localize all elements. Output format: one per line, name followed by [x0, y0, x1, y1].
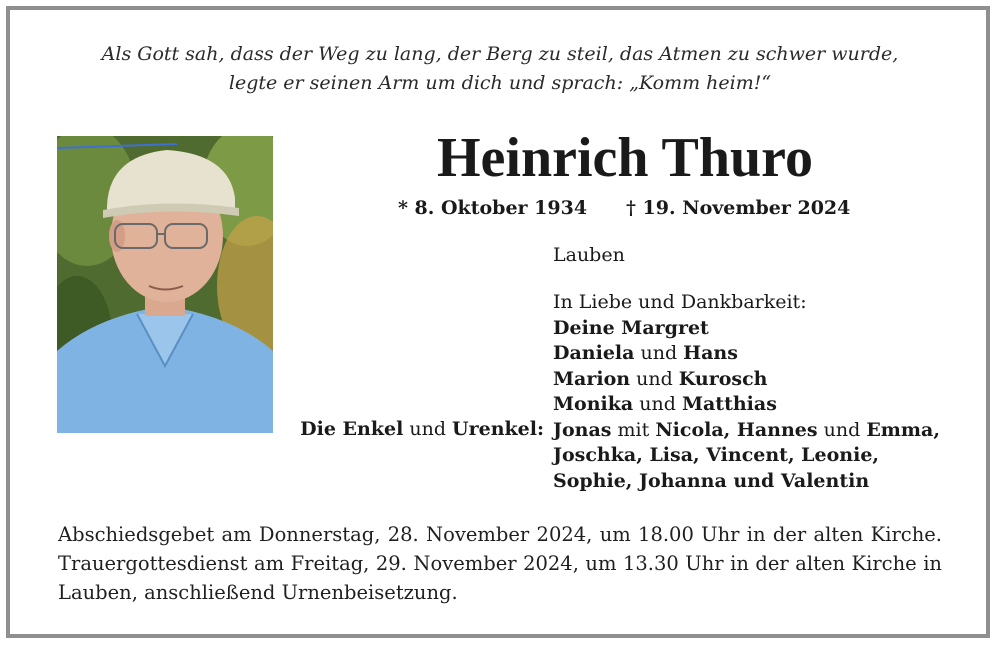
mourners-intro: In Liebe und Dankbarkeit: [553, 291, 807, 313]
mourner-name: Matthias [681, 393, 777, 415]
mourner-line [553, 392, 940, 418]
portrait-illustration [57, 136, 273, 433]
poem [0, 40, 1000, 98]
mourner-name: Joschka, Lisa, Vincent, Leonie, [553, 444, 880, 466]
deceased-name: Heinrich Thuro [436, 127, 813, 189]
mourner-name: Kurosch [678, 367, 768, 390]
conjunction: mit [617, 418, 650, 441]
mourner-line [553, 443, 940, 469]
mourner-name: Deine Margret [553, 316, 709, 339]
conjunction: und [640, 342, 678, 364]
mourner-line [553, 316, 940, 342]
place: Lauben [553, 244, 625, 266]
mourner-line [553, 341, 940, 367]
label-part: Die Enkel [300, 418, 404, 440]
mourner-name: Sophie, Johanna und Valentin [553, 469, 870, 492]
conjunction: und [823, 418, 861, 441]
birth-date: * 8. Oktober 1934 [398, 197, 588, 219]
mourner-line [553, 418, 940, 444]
mourner-line [553, 469, 940, 495]
conjunction: und [409, 418, 446, 440]
poem-line-2: legte er seinen Arm um dich und sprach: „Komm heim!“ [228, 72, 772, 94]
poem-line-1: Als Gott sah, dass der Weg zu lang, der Berg zu steil, das Atmen zu schwer wurde, [101, 43, 899, 65]
mourner-name: Marion [553, 367, 631, 390]
mourner-name: Hans [683, 342, 738, 364]
mourner-name: Emma, [866, 418, 940, 441]
label-part: Urenkel: [452, 418, 544, 440]
mourner-name: Nicola, Hannes [655, 418, 818, 441]
conjunction: und [636, 367, 673, 390]
grandchildren-label [300, 417, 544, 443]
portrait-photo [57, 136, 273, 433]
service-announcement: Abschiedsgebet am Donnerstag, 28. November 2024, um 18.00 Uhr in der alten Kirche. Trauergottesdienst am Freitag, 29. November 2024, um 13.30 Uhr in der alten Kirche in Lauben, anschließend Urnenbeisetzung. [58, 523, 942, 604]
conjunction: und [639, 393, 676, 415]
death-date: † 19. November 2024 [626, 197, 851, 219]
mourners-list [553, 290, 940, 494]
mourner-name: Monika [553, 393, 634, 415]
mourner-name: Jonas [553, 418, 612, 441]
mourner-line [553, 367, 940, 393]
mourner-name: Daniela [553, 342, 635, 364]
